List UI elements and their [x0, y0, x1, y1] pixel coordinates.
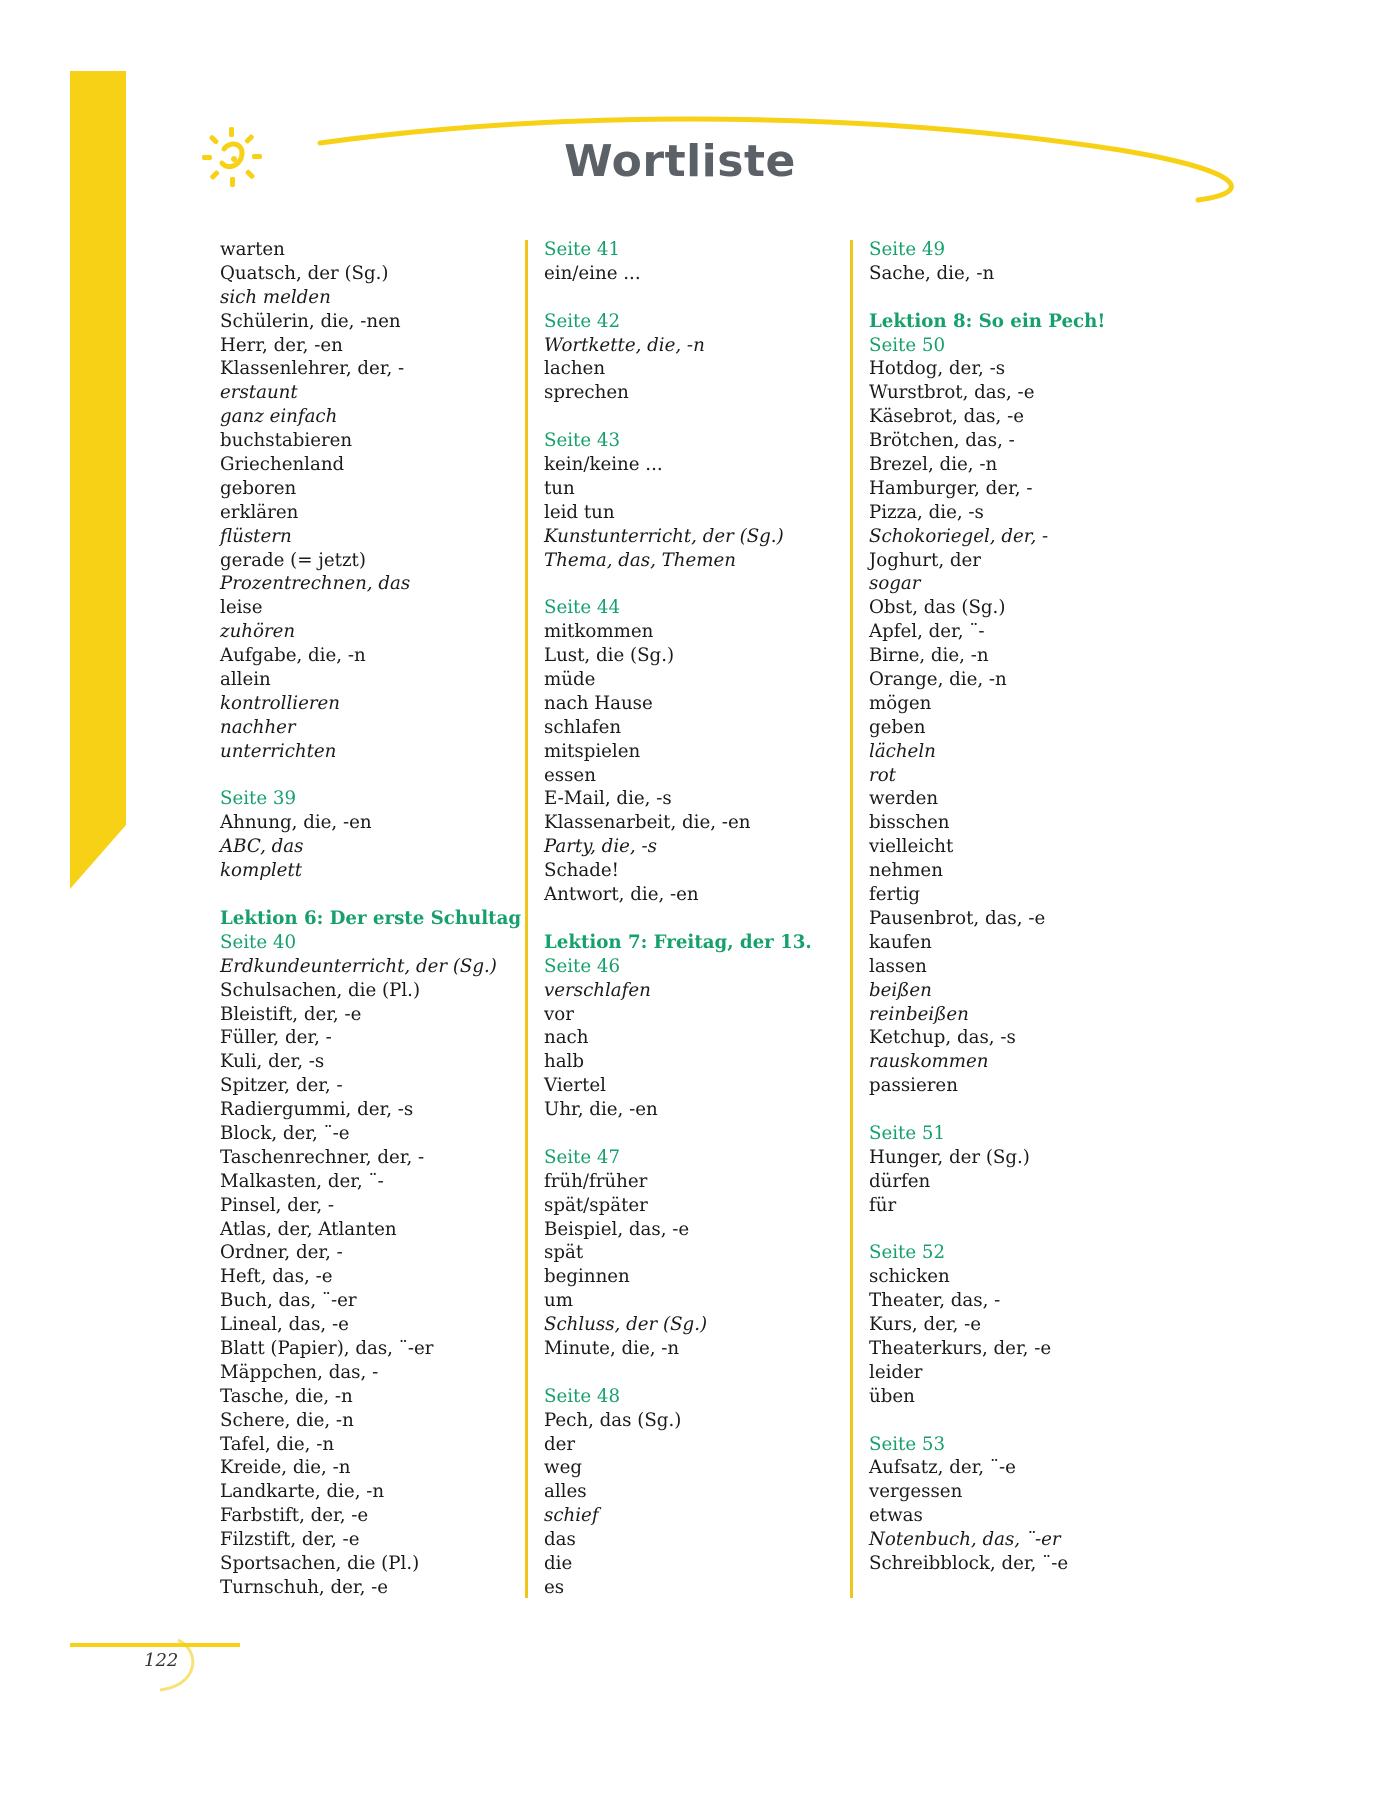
spacer	[544, 1361, 834, 1385]
vocab-entry: Schluss, der (Sg.)	[544, 1314, 708, 1336]
page-heading: Seite 43	[544, 430, 621, 452]
vocab-entry: Birne, die, -n	[869, 645, 989, 667]
spacer	[544, 907, 834, 931]
vocab-entry: die	[544, 1552, 573, 1574]
vocab-entry: Buch, das, ¨-er	[220, 1290, 357, 1312]
vocab-entry: Schokoriegel, der, -	[869, 525, 1049, 547]
vocab-entry: Radiergummi, der, -s	[220, 1099, 414, 1121]
vocab-entry: warten	[220, 239, 285, 260]
vocab-entry: Beispiel, das, -e	[544, 1218, 690, 1240]
vocab-entry: beginnen	[544, 1266, 630, 1288]
vocab-entry: Tasche, die, -n	[220, 1385, 353, 1407]
lesson-heading: Lektion 6: Der erste Schultag	[220, 907, 522, 929]
vocab-entry: Tafel, die, -n	[220, 1433, 335, 1455]
vocab-entry: komplett	[220, 860, 303, 882]
vocab-entry: Taschenrechner, der, -	[220, 1146, 425, 1168]
vocab-entry: Party, die, -s	[544, 836, 657, 858]
spacer	[544, 286, 834, 310]
vocab-entry: mitspielen	[544, 740, 641, 762]
vocab-entry: üben	[869, 1385, 915, 1407]
vocab-entry: für	[869, 1194, 897, 1216]
vocab-entry: Wortkette, die, -n	[544, 334, 705, 356]
vocab-entry: vergessen	[869, 1481, 963, 1503]
vocab-entry: E-Mail, die, -s	[544, 788, 672, 810]
spacer	[544, 572, 834, 596]
vocab-entry: fertig	[869, 884, 920, 906]
vocab-entry: rauskommen	[869, 1051, 989, 1073]
vocab-entry: Quatsch, der (Sg.)	[220, 262, 389, 284]
vocab-entry: reinbeißen	[869, 1003, 969, 1025]
page-heading: Seite 46	[544, 955, 621, 977]
vocab-entry: nach	[544, 1027, 589, 1049]
vocab-entry: sich melden	[220, 286, 331, 308]
vocab-entry: Schulsachen, die (Pl.)	[220, 979, 421, 1001]
vocab-entry: Schade!	[544, 860, 619, 882]
vocab-entry: Hunger, der (Sg.)	[869, 1146, 1030, 1168]
vocab-entry: Pech, das (Sg.)	[544, 1409, 682, 1431]
vocab-entry: müde	[544, 669, 596, 691]
page-heading: Seite 51	[869, 1122, 946, 1144]
vocab-entry: ein/eine ...	[544, 262, 641, 284]
vocab-entry: Pinsel, der, -	[220, 1194, 335, 1216]
vocab-entry: leid tun	[544, 501, 615, 523]
vocab-entry: lachen	[544, 358, 606, 380]
vocab-entry: Kreide, die, -n	[220, 1457, 351, 1479]
vocab-entry: ABC, das	[220, 836, 304, 858]
vocab-entry: Hotdog, der, -s	[869, 358, 1006, 380]
vocab-entry: buchstabieren	[220, 430, 353, 452]
vocab-entry: lächeln	[869, 740, 936, 762]
vocab-entry: Schreibblock, der, ¨-e	[869, 1552, 1069, 1574]
vocab-entry: Apfel, der, ¨-	[869, 621, 985, 643]
vocab-entry: verschlafen	[544, 979, 651, 1001]
vocab-entry: gerade (= jetzt)	[220, 549, 366, 571]
vocab-entry: es	[544, 1576, 565, 1598]
vocab-entry: werden	[869, 788, 939, 810]
vocab-entry: geben	[869, 716, 926, 738]
vocab-entry: Brötchen, das, -	[869, 430, 1015, 452]
vocab-entry: Klassenarbeit, die, -en	[544, 812, 751, 834]
page-heading: Seite 48	[544, 1385, 621, 1407]
vocab-entry: spät	[544, 1242, 584, 1264]
vocab-entry: kontrollieren	[220, 692, 341, 714]
column-separator	[525, 240, 528, 1598]
vocab-entry: Pausenbrot, das, -e	[869, 907, 1046, 929]
vocab-entry: Turnschuh, der, -e	[220, 1576, 389, 1598]
vocab-entry: Klassenlehrer, der, -	[220, 358, 405, 380]
vocab-entry: schief	[544, 1505, 599, 1527]
vocab-entry: Atlas, der, Atlanten	[220, 1218, 397, 1240]
vocab-entry: Herr, der, -en	[220, 334, 343, 356]
vocab-entry: halb	[544, 1051, 585, 1073]
vocab-entry: spät/später	[544, 1194, 648, 1216]
spacer	[544, 1122, 834, 1146]
vocab-entry: geboren	[220, 477, 297, 499]
vocab-entry: Ahnung, die, -en	[220, 812, 372, 834]
vocab-entry: Minute, die, -n	[544, 1337, 680, 1359]
page-heading: Seite 49	[869, 239, 946, 260]
vocab-entry: Lineal, das, -e	[220, 1314, 349, 1336]
spacer	[869, 1098, 1159, 1122]
vocab-entry: Hamburger, der, -	[869, 477, 1033, 499]
vocab-entry: Sportsachen, die (Pl.)	[220, 1552, 420, 1574]
vocab-entry: Lust, die (Sg.)	[544, 645, 675, 667]
vocab-entry: mögen	[869, 692, 932, 714]
vocab-entry: dürfen	[869, 1170, 931, 1192]
vocab-entry: schicken	[869, 1266, 950, 1288]
vocab-entry: Schere, die, -n	[220, 1409, 354, 1431]
vocab-entry: essen	[544, 764, 596, 786]
vocab-entry: Malkasten, der, ¨-	[220, 1170, 384, 1192]
vocab-entry: passieren	[869, 1075, 958, 1097]
vocab-entry: Kunstunterricht, der (Sg.)	[544, 525, 784, 547]
vocab-entry: ganz einfach	[220, 406, 338, 428]
vocab-entry: Bleistift, der, -e	[220, 1003, 362, 1025]
page-heading: Seite 47	[544, 1146, 621, 1168]
word-column-3	[869, 238, 1159, 1576]
page-heading: Seite 42	[544, 310, 621, 332]
footer-rule	[70, 1643, 240, 1647]
vocab-entry: tun	[544, 477, 575, 499]
vocab-entry: Kuli, der, -s	[220, 1051, 325, 1073]
lesson-heading: Lektion 8: So ein Pech!	[869, 310, 1106, 332]
vocab-entry: sogar	[869, 573, 921, 595]
vocab-entry: um	[544, 1290, 573, 1312]
vocab-entry: allein	[220, 669, 271, 691]
word-column-1	[220, 238, 522, 1600]
vocab-entry: schlafen	[544, 716, 622, 738]
vocab-entry: flüstern	[220, 525, 292, 547]
vocab-entry: nehmen	[869, 860, 943, 882]
vocab-entry: sprechen	[544, 382, 629, 404]
vocab-entry: kaufen	[869, 931, 932, 953]
vocab-entry: Orange, die, -n	[869, 669, 1007, 691]
vocab-entry: vor	[544, 1003, 574, 1025]
vocab-entry: das	[544, 1529, 576, 1551]
vocab-entry: Viertel	[544, 1075, 606, 1097]
vocab-entry: mitkommen	[544, 621, 654, 643]
vocab-entry: bisschen	[869, 812, 950, 834]
vocab-entry: Aufgabe, die, -n	[220, 645, 366, 667]
spacer	[869, 1218, 1159, 1242]
spacer	[869, 286, 1159, 310]
vocab-entry: Füller, der, -	[220, 1027, 332, 1049]
vocab-entry: Spitzer, der, -	[220, 1075, 343, 1097]
vocab-entry: der	[544, 1433, 576, 1455]
vocab-entry: Obst, das (Sg.)	[869, 597, 1006, 619]
vocab-entry: Theaterkurs, der, -e	[869, 1337, 1052, 1359]
page-heading: Seite 41	[544, 239, 621, 260]
vocab-entry: früh/früher	[544, 1170, 648, 1192]
page-heading: Seite 44	[544, 597, 621, 619]
vocab-entry: Aufsatz, der, ¨-e	[869, 1457, 1016, 1479]
vocab-entry: Brezel, die, -n	[869, 454, 998, 476]
vocab-entry: Filzstift, der, -e	[220, 1529, 360, 1551]
vocab-entry: alles	[544, 1481, 587, 1503]
lesson-heading: Lektion 7: Freitag, der 13.	[544, 931, 812, 953]
vocab-entry: Heft, das, -e	[220, 1266, 333, 1288]
spacer	[869, 1409, 1159, 1433]
vocab-entry: nach Hause	[544, 692, 653, 714]
page-number: 122	[144, 1650, 179, 1671]
vocab-entry: Block, der, ¨-e	[220, 1122, 350, 1144]
vocab-entry: Uhr, die, -en	[544, 1099, 658, 1121]
sun-icon	[202, 127, 262, 187]
word-column-2	[544, 238, 834, 1600]
vocab-entry: erklären	[220, 501, 299, 523]
page-heading: Seite 50	[869, 334, 946, 356]
vocab-entry: unterrichten	[220, 740, 337, 762]
vocab-entry: Antwort, die, -en	[544, 884, 699, 906]
vocab-entry: Erdkundeunterricht, der (Sg.)	[220, 955, 497, 977]
vocab-entry: kein/keine ...	[544, 454, 663, 476]
vocab-entry: Ordner, der, -	[220, 1242, 343, 1264]
vocab-entry: leise	[220, 597, 263, 619]
vocab-entry: Griechenland	[220, 454, 345, 476]
vocab-entry: Schülerin, die, -nen	[220, 310, 401, 332]
page-heading: Seite 40	[220, 931, 297, 953]
vocab-entry: leider	[869, 1361, 923, 1383]
spacer	[220, 883, 510, 907]
vocab-entry: Blatt (Papier), das, ¨-er	[220, 1337, 434, 1359]
vocab-entry: Joghurt, der	[869, 549, 981, 571]
vocab-entry: Käsebrot, das, -e	[869, 406, 1024, 428]
column-separator	[850, 240, 853, 1598]
vocab-entry: Notenbuch, das, ¨-er	[869, 1529, 1061, 1551]
vocab-entry: Kurs, der, -e	[869, 1314, 982, 1336]
vocab-entry: Farbstift, der, -e	[220, 1505, 369, 1527]
vocab-entry: weg	[544, 1457, 582, 1479]
vocab-entry: Mäppchen, das, -	[220, 1361, 379, 1383]
vocab-entry: nachher	[220, 716, 296, 738]
vocab-entry: Landkarte, die, -n	[220, 1481, 385, 1503]
vocab-entry: Sache, die, -n	[869, 262, 995, 284]
vocab-entry: Theater, das, -	[869, 1290, 1001, 1312]
vocab-entry: Ketchup, das, -s	[869, 1027, 1016, 1049]
vocab-entry: beißen	[869, 979, 932, 1001]
vocab-entry: Prozentrechnen, das	[220, 573, 411, 595]
vocab-entry: erstaunt	[220, 382, 298, 404]
spacer	[220, 764, 510, 788]
page-title: Wortliste	[564, 136, 796, 187]
page-heading: Seite 52	[869, 1242, 946, 1264]
vocab-entry: Wurstbrot, das, -e	[869, 382, 1035, 404]
vocab-entry: rot	[869, 764, 896, 786]
spacer	[544, 405, 834, 429]
vocab-entry: Pizza, die, -s	[869, 501, 984, 523]
vocab-entry: Thema, das, Themen	[544, 549, 736, 571]
vocab-entry: zuhören	[220, 621, 296, 643]
vocab-entry: vielleicht	[869, 836, 954, 858]
vocab-entry: etwas	[869, 1505, 923, 1527]
page-heading: Seite 39	[220, 788, 297, 810]
page-heading: Seite 53	[869, 1433, 946, 1455]
vocab-entry: lassen	[869, 955, 927, 977]
